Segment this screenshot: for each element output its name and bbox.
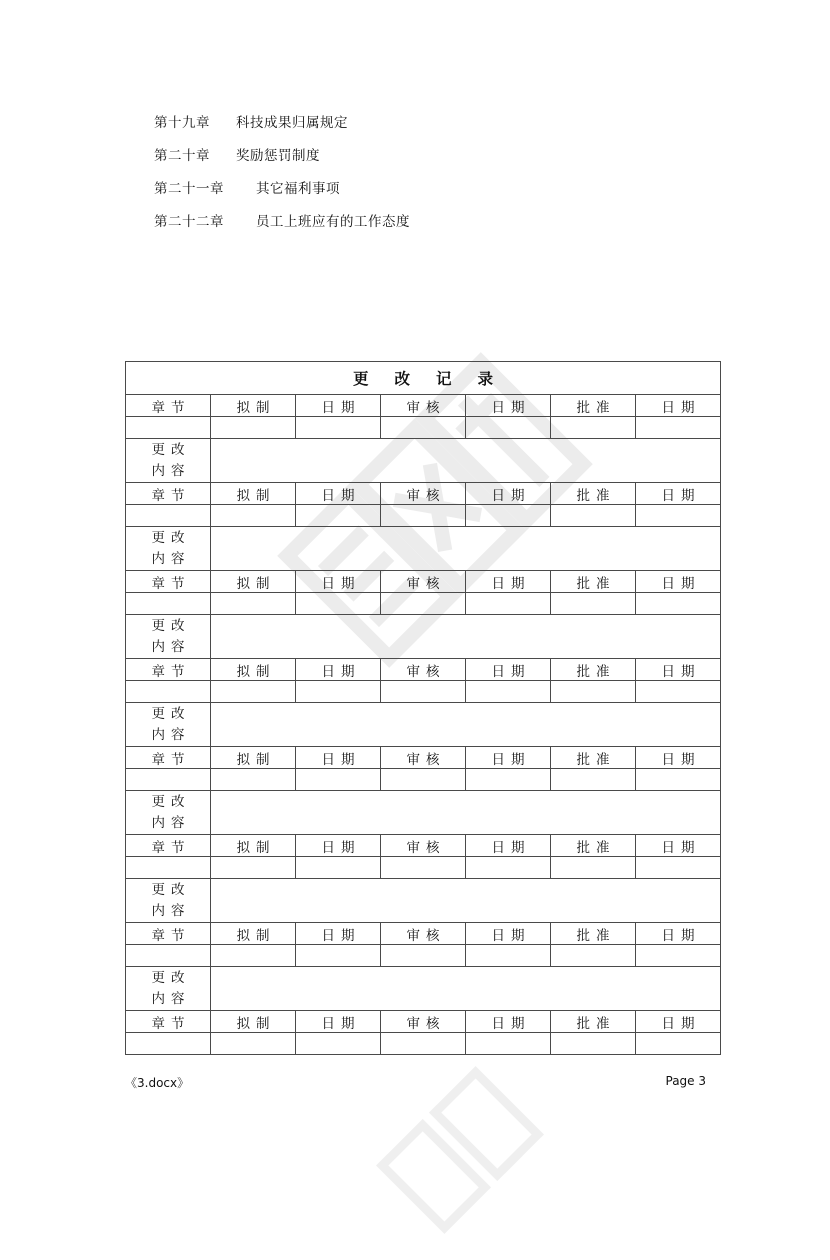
header-cell: 日期 <box>466 483 551 505</box>
entry-cell[interactable] <box>466 945 551 967</box>
entry-cell[interactable] <box>126 945 211 967</box>
label-line: 更改 <box>151 441 191 458</box>
header-cell: 审核 <box>381 1011 466 1033</box>
entry-cell[interactable] <box>466 593 551 615</box>
header-cell: 审核 <box>381 571 466 593</box>
toc-chapter-number: 第二十一章 <box>154 180 224 197</box>
entry-cell[interactable] <box>211 417 296 439</box>
entry-row <box>126 505 721 527</box>
entry-cell[interactable] <box>126 857 211 879</box>
entry-row <box>126 945 721 967</box>
header-cell: 拟制 <box>211 571 296 593</box>
table-title: 更改记录 <box>126 362 721 395</box>
header-cell: 审核 <box>381 395 466 417</box>
change-content-label <box>126 967 211 1011</box>
entry-cell[interactable] <box>381 1033 466 1055</box>
entry-cell[interactable] <box>296 1033 381 1055</box>
entry-cell[interactable] <box>466 505 551 527</box>
header-cell: 日期 <box>296 747 381 769</box>
entry-cell[interactable] <box>381 769 466 791</box>
header-cell: 审核 <box>381 659 466 681</box>
header-cell: 章节 <box>126 1011 211 1033</box>
change-content-cell[interactable] <box>211 703 721 747</box>
change-content-row <box>126 527 721 571</box>
entry-cell[interactable] <box>296 945 381 967</box>
entry-row <box>126 769 721 791</box>
change-content-cell[interactable] <box>211 879 721 923</box>
entry-cell[interactable] <box>296 769 381 791</box>
label-line: 内容 <box>151 814 191 831</box>
entry-cell[interactable] <box>551 857 636 879</box>
entry-cell[interactable] <box>381 945 466 967</box>
change-content-cell[interactable] <box>211 967 721 1011</box>
change-content-row <box>126 791 721 835</box>
entry-cell[interactable] <box>296 681 381 703</box>
header-cell: 日期 <box>636 923 721 945</box>
entry-cell[interactable] <box>126 593 211 615</box>
entry-row <box>126 857 721 879</box>
entry-cell[interactable] <box>466 1033 551 1055</box>
entry-cell[interactable] <box>466 769 551 791</box>
header-cell: 日期 <box>466 747 551 769</box>
header-cell: 拟制 <box>211 835 296 857</box>
entry-cell[interactable] <box>636 417 721 439</box>
header-cell: 审核 <box>381 483 466 505</box>
entry-cell[interactable] <box>296 417 381 439</box>
header-cell: 日期 <box>636 395 721 417</box>
entry-cell[interactable] <box>381 417 466 439</box>
header-cell: 拟制 <box>211 923 296 945</box>
header-row <box>126 923 721 945</box>
header-cell: 日期 <box>296 395 381 417</box>
toc-chapter-number: 第二十二章 <box>154 213 224 230</box>
header-cell: 日期 <box>466 395 551 417</box>
entry-row <box>126 417 721 439</box>
label-line: 更改 <box>151 705 191 722</box>
label-line: 更改 <box>151 793 191 810</box>
entry-cell[interactable] <box>381 593 466 615</box>
header-cell: 批准 <box>551 835 636 857</box>
watermark-logo-bottom <box>350 1040 570 1260</box>
entry-cell[interactable] <box>296 505 381 527</box>
entry-cell[interactable] <box>551 681 636 703</box>
footer-page-number: Page 3 <box>665 1074 706 1088</box>
label-line: 内容 <box>151 990 191 1007</box>
change-content-cell[interactable] <box>211 527 721 571</box>
entry-cell[interactable] <box>381 857 466 879</box>
entry-cell[interactable] <box>636 945 721 967</box>
entry-cell[interactable] <box>126 681 211 703</box>
header-cell: 日期 <box>636 1011 721 1033</box>
header-cell: 拟制 <box>211 1011 296 1033</box>
label-line: 更改 <box>151 529 191 546</box>
header-cell: 日期 <box>466 1011 551 1033</box>
header-cell: 日期 <box>636 747 721 769</box>
header-cell: 日期 <box>466 835 551 857</box>
header-cell: 日期 <box>636 571 721 593</box>
entry-cell[interactable] <box>211 505 296 527</box>
toc-item[interactable] <box>154 137 410 170</box>
header-cell: 拟制 <box>211 659 296 681</box>
header-cell: 章节 <box>126 747 211 769</box>
change-content-row <box>126 703 721 747</box>
entry-cell[interactable] <box>636 769 721 791</box>
entry-cell[interactable] <box>126 769 211 791</box>
header-cell: 日期 <box>636 659 721 681</box>
label-line: 更改 <box>151 969 191 986</box>
header-cell: 日期 <box>466 923 551 945</box>
change-content-cell[interactable] <box>211 615 721 659</box>
toc-chapter-title: 员工上班应有的工作态度 <box>256 213 410 230</box>
change-content-row <box>126 967 721 1011</box>
header-cell: 审核 <box>381 747 466 769</box>
header-cell: 日期 <box>296 1011 381 1033</box>
change-content-row <box>126 879 721 923</box>
entry-cell[interactable] <box>551 945 636 967</box>
change-content-row <box>126 615 721 659</box>
header-cell: 批准 <box>551 395 636 417</box>
change-content-label <box>126 791 211 835</box>
header-cell: 批准 <box>551 571 636 593</box>
header-cell: 日期 <box>466 659 551 681</box>
entry-cell[interactable] <box>211 857 296 879</box>
header-cell: 日期 <box>296 923 381 945</box>
change-content-label <box>126 879 211 923</box>
toc-chapter-number: 第十九章 <box>154 114 210 131</box>
header-cell: 章节 <box>126 923 211 945</box>
change-record-table <box>125 361 721 1055</box>
header-cell: 日期 <box>466 571 551 593</box>
header-cell: 日期 <box>636 835 721 857</box>
header-row <box>126 1011 721 1033</box>
header-cell: 拟制 <box>211 747 296 769</box>
change-content-label <box>126 615 211 659</box>
entry-cell[interactable] <box>551 505 636 527</box>
change-content-cell[interactable] <box>211 791 721 835</box>
label-line: 内容 <box>151 726 191 743</box>
header-cell: 批准 <box>551 659 636 681</box>
change-content-label <box>126 527 211 571</box>
header-cell: 章节 <box>126 483 211 505</box>
header-cell: 章节 <box>126 835 211 857</box>
label-line: 内容 <box>151 462 191 479</box>
entry-cell[interactable] <box>211 1033 296 1055</box>
entry-cell[interactable] <box>126 505 211 527</box>
change-content-label <box>126 703 211 747</box>
entry-cell[interactable] <box>381 505 466 527</box>
header-cell: 批准 <box>551 483 636 505</box>
header-cell: 日期 <box>296 659 381 681</box>
entry-cell[interactable] <box>636 505 721 527</box>
entry-cell[interactable] <box>466 417 551 439</box>
change-content-cell[interactable] <box>211 439 721 483</box>
label-line: 更改 <box>151 617 191 634</box>
header-cell: 拟制 <box>211 483 296 505</box>
entry-row <box>126 681 721 703</box>
entry-cell[interactable] <box>551 1033 636 1055</box>
header-cell: 审核 <box>381 923 466 945</box>
header-cell: 批准 <box>551 1011 636 1033</box>
header-cell: 拟制 <box>211 395 296 417</box>
entry-cell[interactable] <box>296 593 381 615</box>
entry-cell[interactable] <box>551 417 636 439</box>
label-line: 内容 <box>151 902 191 919</box>
toc-chapter-number: 第二十章 <box>154 147 210 164</box>
entry-cell[interactable] <box>466 681 551 703</box>
entry-cell[interactable] <box>211 593 296 615</box>
entry-cell[interactable] <box>466 857 551 879</box>
label-line: 更改 <box>151 881 191 898</box>
header-row <box>126 835 721 857</box>
header-cell: 批准 <box>551 923 636 945</box>
header-row <box>126 395 721 417</box>
entry-cell[interactable] <box>126 417 211 439</box>
header-cell: 章节 <box>126 571 211 593</box>
entry-cell[interactable] <box>126 1033 211 1055</box>
header-row <box>126 659 721 681</box>
change-content-row <box>126 439 721 483</box>
header-cell: 章节 <box>126 659 211 681</box>
entry-cell[interactable] <box>636 593 721 615</box>
header-cell: 章节 <box>126 395 211 417</box>
header-cell: 日期 <box>296 483 381 505</box>
entry-row <box>126 593 721 615</box>
entry-cell[interactable] <box>211 769 296 791</box>
entry-row <box>126 1033 721 1055</box>
entry-cell[interactable] <box>211 945 296 967</box>
header-row <box>126 571 721 593</box>
toc-chapter-title: 奖励惩罚制度 <box>236 147 320 164</box>
entry-cell[interactable] <box>551 593 636 615</box>
header-row <box>126 483 721 505</box>
entry-cell[interactable] <box>296 857 381 879</box>
header-row <box>126 747 721 769</box>
entry-cell[interactable] <box>636 681 721 703</box>
header-cell: 日期 <box>636 483 721 505</box>
header-cell: 日期 <box>296 835 381 857</box>
footer-filename: 《3.docx》 <box>125 1076 190 1090</box>
change-content-label <box>126 439 211 483</box>
label-line: 内容 <box>151 550 191 567</box>
entry-cell[interactable] <box>551 769 636 791</box>
entry-cell[interactable] <box>211 681 296 703</box>
label-line: 内容 <box>151 638 191 655</box>
entry-cell[interactable] <box>636 1033 721 1055</box>
header-cell: 审核 <box>381 835 466 857</box>
toc-chapter-title: 其它福利事项 <box>256 180 340 197</box>
entry-cell[interactable] <box>636 857 721 879</box>
toc-chapter-title: 科技成果归属规定 <box>236 114 348 131</box>
header-cell: 日期 <box>296 571 381 593</box>
toc-item[interactable] <box>154 104 410 137</box>
header-cell: 批准 <box>551 747 636 769</box>
toc-item[interactable] <box>154 203 410 236</box>
toc-item[interactable] <box>154 170 410 203</box>
entry-cell[interactable] <box>381 681 466 703</box>
table-of-contents <box>154 104 410 236</box>
